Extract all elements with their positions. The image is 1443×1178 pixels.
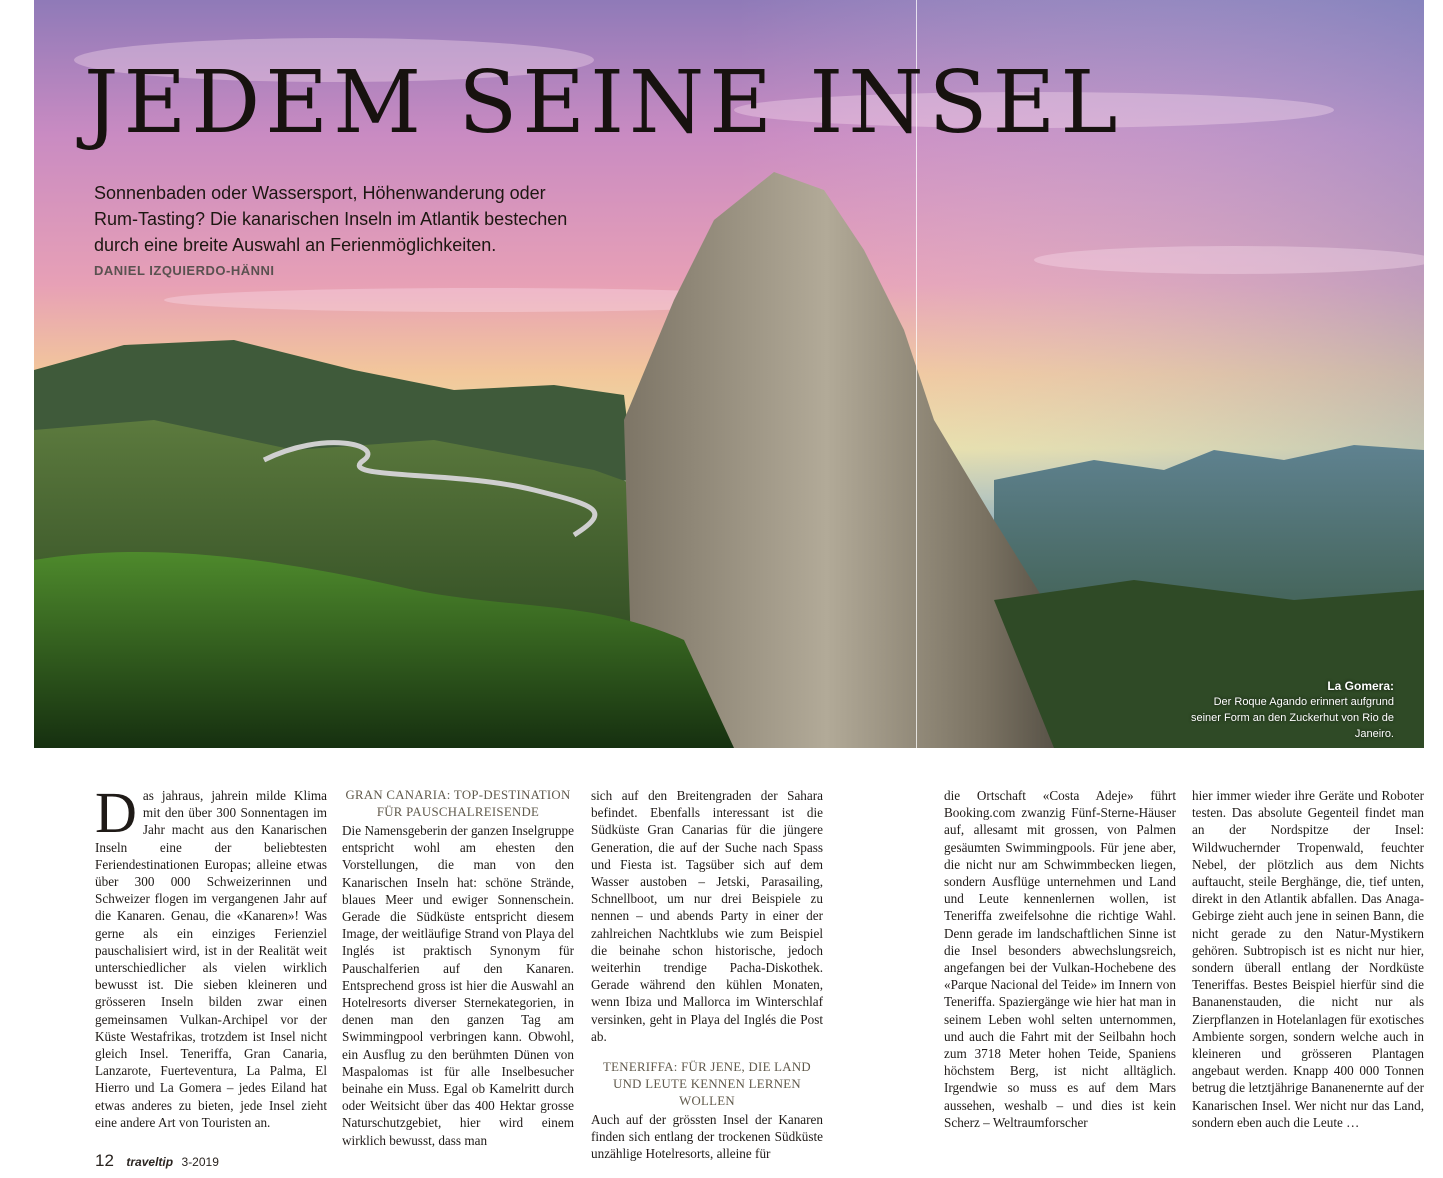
column-3b-text: Auch auf der grössten Insel der Kanaren finden sich entlang der trockenen Südküste unzählige Hotelresorts, alleine für: [591, 1112, 823, 1162]
column-5-text: hier immer wieder ihre Geräte und Roboter testen. Das absolute Gegenteil findet man an der Nordspitze der Insel: Wildwuchernder Tropenwald, feuchter Nebel, der plötzlich aus dem Nichts auftaucht, steile Berghänge, die, tief unten, direkt in den Atlantik abfallen. Das Anaga-Gebirge zieht auch jene in seinen Bann, die nicht gerade zu den Natur-Mystikern gehören. Subtropisch ist es nicht nur hier, sondern überall entlang der Nordküste Teneriffas. Bestes Beispiel hierfür sind die Bananenstauden, die nicht nur als Zierpflanzen in Hotelanlagen für exotisches Ambiente sorgen, sondern welche auch in kleineren und grösseren Plantagen angebaut werden. Knapp 400 000 Tonnen betrug die letztjährige Bananenernte auf der Kanarischen Insel. Wer nicht nur das Land, sondern eben auch die Leute …: [1192, 788, 1424, 1130]
column-1-text: as jahraus, jahrein milde Klima mit den über 300 Sonnentagen im Jahr macht aus den Kanarischen Inseln eine der beliebtesten Feriendestinationen Europas; alleine etwas über 300 000 Schweizerinnen und Schweizer flogen im vergangenen Jahr auf die Kanaren. Genau, die «Kanaren»! Was gerne als ein einziges Ferienziel pauschalisiert wird, ist in der Realität weit unterschiedlicher als vielen wirklich bewusst ist. Die sieben kleineren und grösseren Inseln bilden zwar einen gemeinsamen Vulkan-Archipel vor der Küste Westafrikas, trotzdem ist Insel nicht gleich Insel. Teneriffa, Gran Canaria, Lanzarote, Fuerteventura, La Palma, El Hierro und La Gomera – jedes Eiland hat etwas anderes zu bieten, jede Insel zieht eine andere Art von Touristen an.: [95, 788, 327, 1130]
article-column-3: [591, 787, 823, 1163]
article-column-2: [342, 787, 574, 1149]
page-number: 12: [95, 1151, 114, 1170]
issue-number: 3-2019: [181, 1155, 219, 1169]
headline: JEDEM SEINE INSEL: [84, 53, 1123, 153]
column-2-text: Die Namensgeberin der ganzen Inselgruppe entspricht wohl am ehesten den Vorstellungen, die man von den Kanarischen Inseln hat: schöne Strände, blaues Meer und ewiger Sonnenschein. Gerade die Südküste entspricht diesem Image, der weitläufige Strand von Playa del Inglés ist praktisch Synonym für Pauschalferien auf den Kanaren. Entsprechend gross ist hier die Auswahl an Hotelresorts diverser Sternekategorien, in denen man den ganzen Tag am Swimmingpool verbringen kann. Obwohl, ein Ausflug zu den berühmten Dünen von Maspalomas ist für alle Inselbesucher beinahe ein Muss. Egal ob Kamelritt durch oder Weitsicht über das 400 Hektar grosse Naturschutzgebiet, hier wird einem wirklich bewusst, dass man: [342, 823, 574, 1148]
caption-text: Der Roque Agando erinnert aufgrund seiner Form an den Zuckerhut von Rio de Janeiro.: [1191, 696, 1394, 740]
column-3-text: sich auf den Breitengraden der Sahara befindet. Ebenfalls interessant ist die Südküste Gran Canarias für die jüngere Generation, die auf der Suche nach Spass und Fiesta ist. Tagsüber sich auf dem Wasser austoben – Jetski, Parasailing, Schnellboot, um nur drei Beispiele zu nennen – und abends Party in einer der zahlreichen Nachtklubs wie zum Beispiel die beinahe schon historische, jedoch weiterhin trendige Pacha-Diskothek. Gerade während den kühlen Monaten, wenn Ibiza und Mallorca im Winterschlaf versinken, geht in Playa del Inglés die Post ab.: [591, 788, 823, 1044]
magazine-name: traveltip: [126, 1155, 174, 1169]
byline: DANIEL IZQUIERDO-HÄNNI: [94, 263, 275, 278]
caption-title: La Gomera:: [1327, 679, 1394, 693]
lead-paragraph: Sonnenbaden oder Wassersport, Höhenwanderung oder Rum-Tasting? Die kanarischen Inseln im Atlantik bestechen durch eine breite Auswahl an Ferienmöglichkeiten.: [94, 183, 568, 255]
drop-cap: D: [95, 780, 137, 845]
subhead-teneriffa: TENERIFFA: FÜR JENE, DIE LAND UND LEUTE KENNEN LERNEN WOLLEN: [603, 1060, 811, 1109]
column-4-text: die Ortschaft «Costa Adeje» führt Booking.com zwanzig Fünf-Sterne-Häuser auf, allesamt mit grossen, von Palmen gesäumten Swimmingpools. Für jene aber, die nicht nur am Schwimmbecken liegen, sondern Ausflüge unternehmen und Land und Leute kennenlernen wollen, ist Teneriffa zweifelsohne die richtige Wahl. Denn gerade im landschaftlichen Sinne ist die Insel besonders abwechslungsreich, angefangen bei der Vulkan-Hochebene des «Parque Nacional del Teide» im Innern von Teneriffa. Spaziergänge wie hier hat man in seinem Leben wohl selten unternommen, und auch die Fahrt mit der Seilbahn hoch zum 3718 Meter hohen Teide, Spaniens höchstem Berg, ist nicht alltäglich. Irgendwie so muss es auf dem Mars aussehen, weshalb – und dies ist kein Scherz – Weltraumforscher: [944, 788, 1176, 1130]
photo-caption: [1184, 678, 1394, 742]
article-column-5: [1192, 787, 1424, 1131]
page-footer: [95, 1151, 219, 1171]
subhead-gran-canaria: GRAN CANARIA: TOP-DESTINATION FÜR PAUSCHALREISENDE: [345, 788, 571, 819]
article-column-1: [95, 780, 327, 1131]
article-column-4: [944, 787, 1176, 1131]
